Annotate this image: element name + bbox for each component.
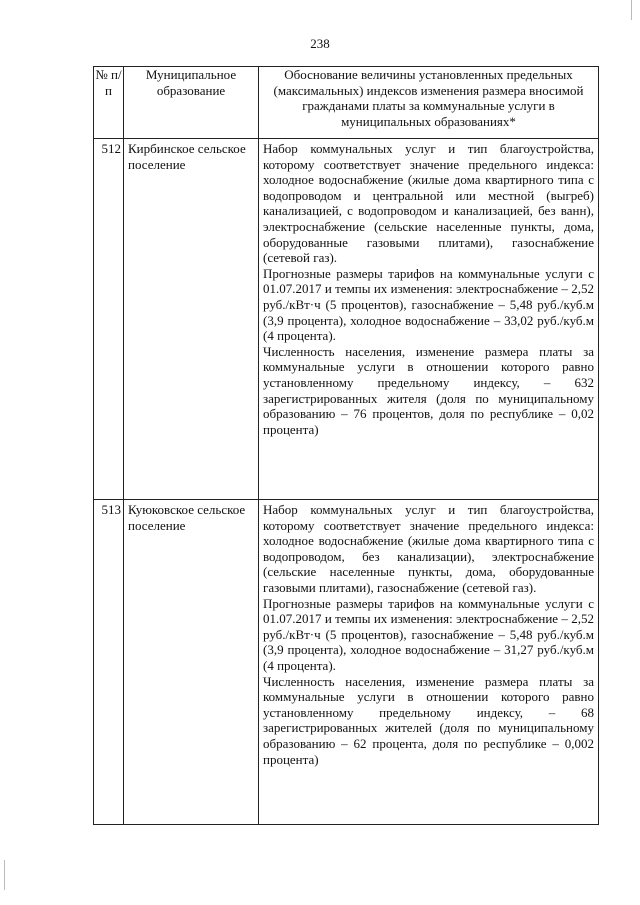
justification-paragraph: Набор коммунальных услуг и тип благоустройства, которому соответствует значение предельного индекса: холодное водоснабжение (жилые дома квартирного типа с водопроводом, без канализации), электроснабжение (сельские населенные пункты, дома, оборудованные газовыми плитами), газоснабжение (сетевой газ). [263, 502, 594, 595]
header-num: № п/п [94, 67, 124, 139]
page-number: 238 [310, 36, 330, 51]
header-municipality: Муниципальное образование [124, 67, 259, 139]
row-municipality: Кирбинское сельское поселение [124, 139, 259, 500]
justification-paragraph: Численность населения, изменение размера платы за коммунальные услуги в отношении которого равно установленному предельному индексу, – 68 зарегистрированных жителей (доля по муниципальному образованию – 62 процента, доля по республике – 0,002 процента) [263, 673, 594, 767]
row-municipality: Куюковское сельское поселение [124, 500, 259, 825]
row-justification [259, 139, 599, 500]
justification-paragraph: Набор коммунальных услуг и тип благоустройства, которому соответствует значение предельного индекса: холодное водоснабжение (жилые дома квартирного типа с водопроводом и центральной или местной (выгреб) канализацией, с водопроводом и канализацией, без ванн), электроснабжение (сельские населенные пункты, дома, оборудованные газовыми плитами), газоснабжение (сетевой газ). [263, 141, 594, 266]
row-number: 513 [94, 500, 124, 825]
tariff-table [93, 66, 599, 825]
table-row [94, 500, 599, 825]
table-header-row [94, 67, 599, 139]
row-number: 512 [94, 139, 124, 500]
row-justification [259, 500, 599, 825]
scan-edge-mark [4, 860, 5, 890]
table-row [94, 139, 599, 500]
header-justification: Обоснование величины установленных предельных (максимальных) индексов изменения размера вносимой гражданами платы за коммунальные услуги в муниципальных образованиях* [259, 67, 599, 139]
scan-edge-mark [631, 0, 632, 20]
justification-paragraph: Численность населения, изменение размера платы за коммунальные услуги в отношении которого равно установленному предельному индексу, – 632 зарегистрированных жителя (доля по муниципальному образованию – 76 процентов, доля по республике – 0,02 процента) [263, 343, 594, 437]
justification-paragraph: Прогнозные размеры тарифов на коммунальные услуги с 01.07.2017 и темпы их изменения: электроснабжение – 2,52 руб./кВт·ч (5 процентов), газоснабжение – 5,48 руб./куб.м (3,9 процента), холодное водоснабжение – 31,27 руб./куб.м (4 процента). [263, 595, 594, 673]
justification-paragraph: Прогнозные размеры тарифов на коммунальные услуги с 01.07.2017 и темпы их изменения: электроснабжение – 2,52 руб./кВт·ч (5 процентов), газоснабжение – 5,48 руб./куб.м (3,9 процента), холодное водоснабжение – 33,02 руб./куб.м (4 процента). [263, 265, 594, 344]
